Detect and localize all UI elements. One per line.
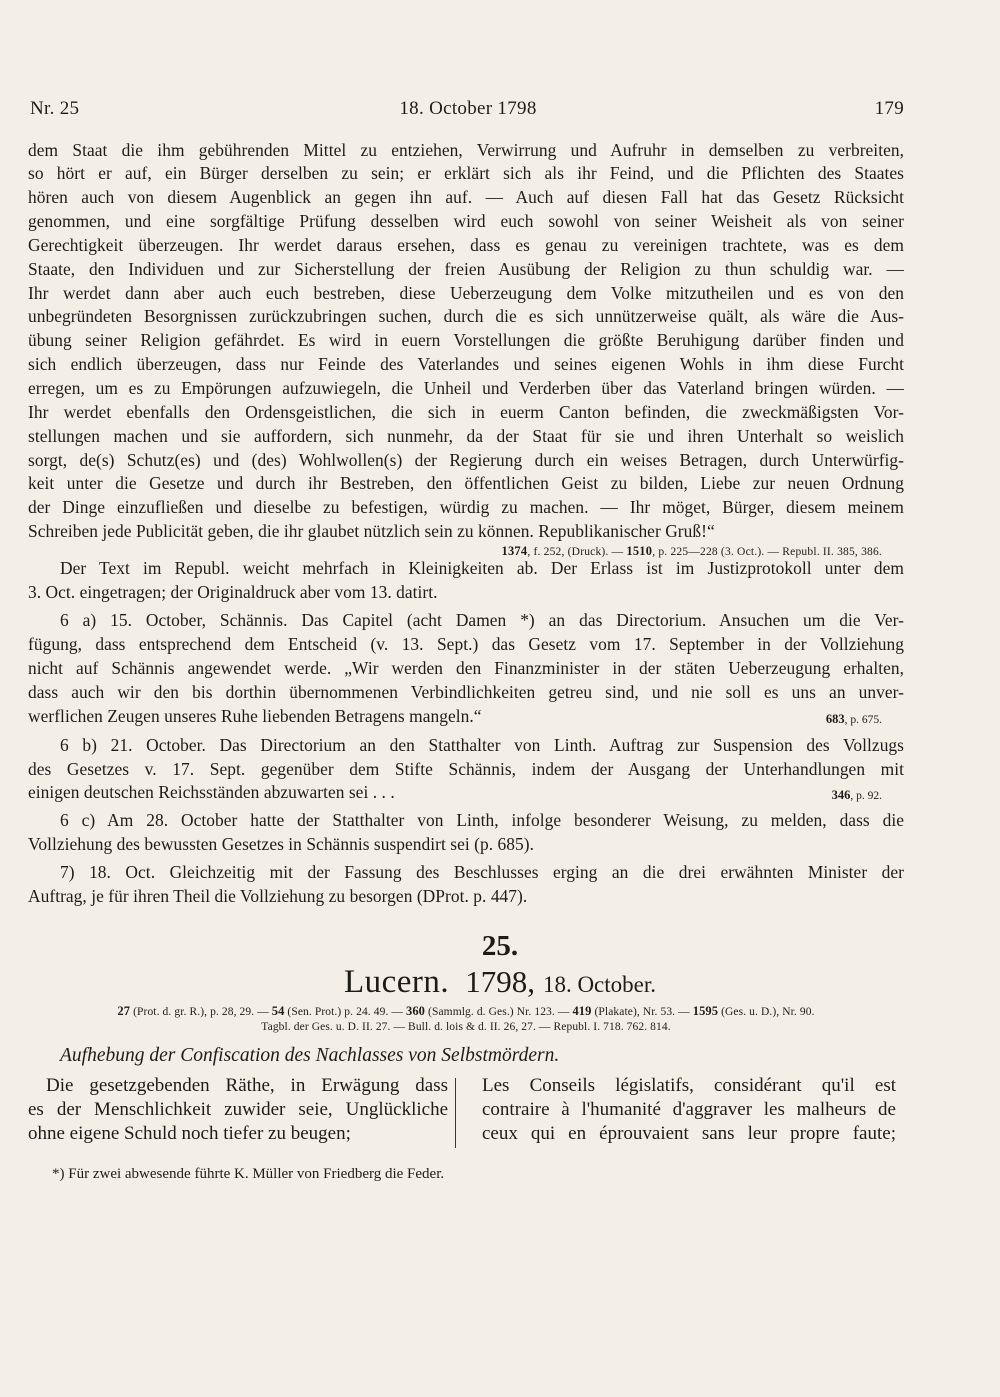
document-place: Lucern.	[343, 964, 450, 1000]
header-page-number: 179	[874, 98, 904, 119]
german-line: Die gesetzgebenden Räthe, in Erwägung dass	[46, 1075, 448, 1096]
column-divider	[455, 1078, 456, 1148]
body-line: sorgt, de(s) Schutz(es) und (des) Wohlwollen(s) der Regierung durch ein weises Betragen, durch Unterwürfig-	[28, 450, 904, 470]
body-line: übung seiner Religion gefährdet. Es wird in euern Vorstellungen die größte Beruhigung darüber finden und	[28, 330, 904, 350]
body-line: genommen, und eine sorgfältige Prüfung desselben wird euch sowohl von seiner Weisheit als von seiner	[28, 211, 904, 231]
ref-number: 1374	[501, 544, 528, 558]
document-date: 18. October.	[542, 972, 656, 997]
note-line: 6 b) 21. October. Das Directorium an den Statthalter von Linth. Auftrag zur Suspension des Vollzugs	[60, 735, 904, 755]
note-line: fügung, dass entsprechend dem Entscheid (v. 13. Sept.) das Gesetz vom 17. September in der Vollziehung	[28, 634, 904, 654]
note-line: des Gesetzes v. 17. Sept. gegenüber dem Stifte Schännis, indem der Ausgang der Unterhandlungen mit	[28, 759, 904, 779]
note-line: 6 a) 15. October, Schännis. Das Capitel (acht Damen *) an das Directorium. Ansuchen um die Ver-	[60, 610, 904, 630]
body-line: stellungen machen und sie auffordern, sich nunmehr, da der Staat für sie und ihren Unterhalt so weislich	[28, 426, 904, 446]
document-number: 25.	[481, 930, 519, 962]
body-line: der Dinge einzufließen und dieselbe zu befestigen, würdig zu machen. — Ihr möget, Bürger, diesem meinem	[28, 497, 904, 517]
source-reference: 1374, f. 252, (Druck). — 1510, p. 225—228 (3. Oct.). — Republ. II. 385, 386.	[501, 544, 882, 558]
note-line: 6 c) Am 28. October hatte der Statthalter von Linth, infolge besonderer Weisung, zu melden, dass die	[60, 810, 904, 830]
header-date: 18. October 1798	[399, 98, 537, 119]
note-line: 7) 18. Oct. Gleichzeitig mit der Fassung des Beschlusses erging an die drei erwähnten Minister der	[60, 862, 904, 882]
note-line: einigen deutschen Reichsständen abzuwarten sei . . .	[28, 782, 395, 802]
note-line: werflichen Zeugen unseres Ruhe liebenden Betragens mangeln.“	[28, 706, 482, 726]
note-reference: 683, p. 675.	[825, 712, 882, 726]
note-line: nicht auf Schännis angewendet werde. „Wir werden den Finanzminister in der stäten Ueberzeugung erhalten,	[28, 658, 904, 678]
body-line: Staate, den Individuen und zur Sicherstellung der freien Ausübung der Religion zu thun schuldig war. —	[28, 259, 904, 279]
french-line: contraire à l'humanité d'aggraver les malheurs de	[482, 1099, 896, 1120]
note-reference: 346, p. 92.	[831, 788, 882, 802]
german-line: es der Menschlichkeit zuwider seie, Unglückliche	[28, 1099, 448, 1120]
note-line: Auftrag, je für ihren Theil die Vollziehung zu besorgen (DProt. p. 447).	[28, 886, 528, 906]
french-line: Les Conseils législatifs, considérant qu'il est	[482, 1075, 896, 1096]
document-sources-line: 27 (Prot. d. gr. R.), p. 28, 29. — 54 (Sen. Prot.) p. 24. 49. — 360 (Sammlg. d. Ges.) Nr. 123. — 419 (Plakate), Nr. 53. — 1595 (Ges. u. D.), Nr. 90.	[117, 1004, 815, 1018]
body-line: Ihr werdet ebenfalls den Ordensgeistlichen, die sich in euerm Canton befinden, die zweckmäßigsten Vor-	[28, 402, 904, 422]
german-line: ohne eigene Schuld noch tiefer zu beugen;	[28, 1123, 351, 1144]
document-sources-line: Tagbl. der Ges. u. D. II. 27. — Bull. d. lois & d. II. 26, 27. — Republ. I. 718. 762. 814.	[261, 1021, 671, 1033]
body-line: unbegründeten Besorgnissen zurückzubringen suchen, durch die es sich unnützerweise quält, als wäre die Aus-	[28, 306, 904, 326]
editorial-note-line: 3. Oct. eingetragen; der Originaldruck aber vom 13. datirt.	[28, 582, 438, 602]
body-line: Ihr werdet dann aber auch euch bestreben, diese Ueberzeugung dem Volke mitzutheilen und es von den	[28, 283, 904, 303]
body-line: so hört er auf, ein Bürger derselben zu sein; er erklärt sich als ihr Feind, und die Pflichten des Staates	[28, 163, 904, 183]
body-line: erregen, um es zu Empörungen aufzuwiegeln, die Unheil und Verderben über das Vaterland bringen würden. —	[28, 378, 904, 398]
editorial-note-line: Der Text im Republ. weicht mehrfach in Kleinigkeiten ab. Der Erlass ist im Justizprotokoll unter dem	[60, 558, 904, 578]
ref-number: 1510	[626, 544, 653, 558]
document-title	[0, 964, 1000, 1001]
footnote: *) Für zwei abwesende führte K. Müller von Friedberg die Feder.	[52, 1166, 445, 1182]
body-line: dem Staat die ihm gebührenden Mittel zu entziehen, Verwirrung und Aufruhr in demselben zu verbreiten,	[28, 140, 904, 160]
body-line: hören auch von diesem Augenblick an gegen ihn auf. — Auch auf diesen Fall hat das Gesetz Rücksicht	[28, 187, 904, 207]
french-line: ceux qui en éprouvaient sans leur propre faute;	[482, 1123, 896, 1144]
document-heading: Aufhebung der Confiscation des Nachlasses von Selbstmördern.	[60, 1045, 560, 1066]
header-number: Nr. 25	[30, 98, 80, 119]
body-line: sich endlich überzeugen, dass nur Feinde des Vaterlandes und seines eigenen Wohls in ihm diese Furcht	[28, 354, 904, 374]
french-column	[482, 1074, 896, 1146]
note-line: Vollziehung des bewussten Gesetzes in Schännis suspendirt sei (p. 685).	[28, 834, 535, 854]
german-column	[28, 1074, 448, 1146]
document-year: 1798,	[465, 964, 535, 999]
body-line: Gerechtigkeit überzeugen. Ihr werdet daraus ersehen, dass es genau zu vereinigen trachtete, was es dem	[28, 235, 904, 255]
note-line: dass auch wir den bis dorthin übernommenen Verbindlichkeiten getreu sind, und nie soll es uns an unver-	[28, 682, 904, 702]
body-line: keit unter die Gesetze und durch ihr Bestreben, den öffentlichen Geist zu bilden, Liebe zur neuen Ordnung	[28, 473, 904, 493]
body-line: Schreiben jede Publicität geben, die ihr glaubet nützlich sein zu können. Republikanischer Gruß!“	[28, 521, 715, 541]
